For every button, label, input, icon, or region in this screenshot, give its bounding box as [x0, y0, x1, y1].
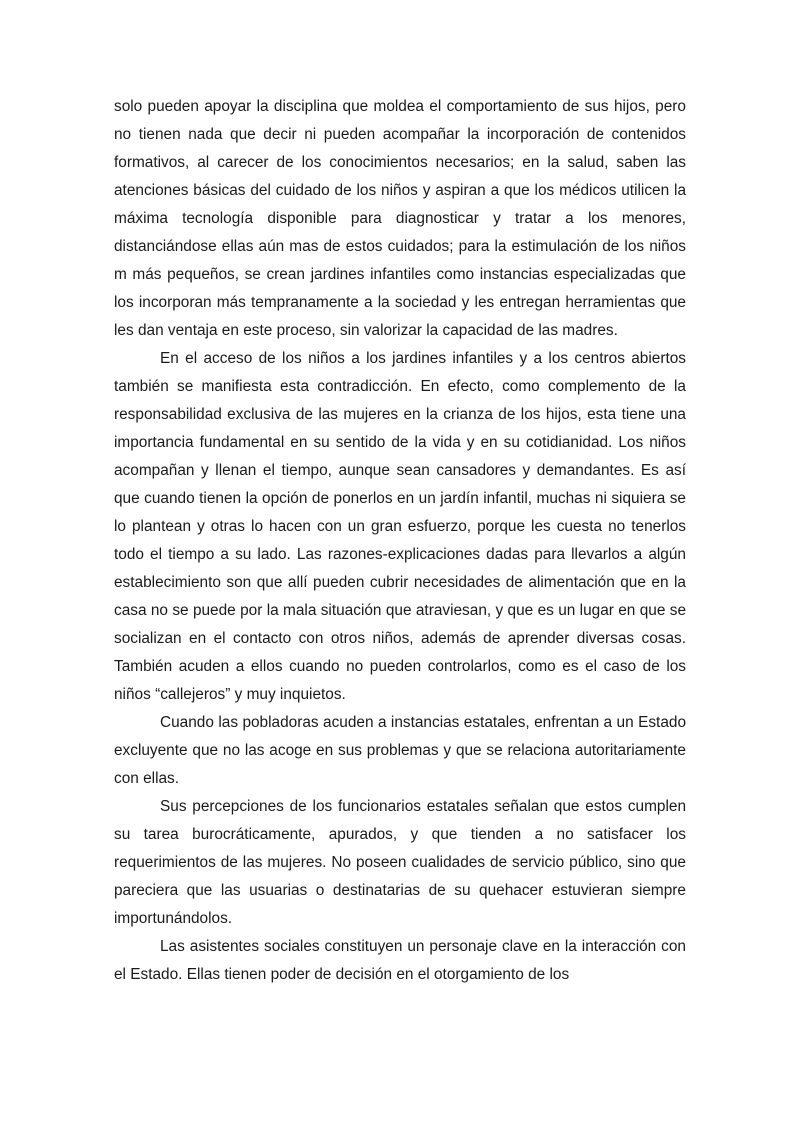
paragraph-funcionarios: Sus percepciones de los funcionarios estatales señalan que estos cumplen su tarea burocráticamente, apurados, y que tienden a no satisfacer los requerimientos de las mujeres. No poseen cualidades de servicio público, sino que pareciera que las usuarias o destinatarias de su quehacer estuvieran siempre importunándolos. [114, 798, 686, 927]
paragraph-asistentes-sociales: Las asistentes sociales constituyen un personaje clave en la interacción con el Estado. Ellas tienen poder de decisión en el otorgamiento de los [114, 938, 686, 983]
document-page [114, 93, 686, 989]
paragraph-continuation: solo pueden apoyar la disciplina que moldea el comportamiento de sus hijos, pero no tienen nada que decir ni pueden acompañar la incorporación de contenidos formativos, al carecer de los conocimientos necesarios; en la salud, saben las atenciones básicas del cuidado de los niños y aspiran a que los médicos utilicen la máxima tecnología disponible para diagnosticar y tratar a los menores, distanciándose ellas aún mas de estos cuidados; para la estimulación de los niños m más pequeños, se crean jardines infantiles como instancias especializadas que los incorporan más tempranamente a la sociedad y les entregan herramientas que les dan ventaja en este proceso, sin valorizar la capacidad de las madres. [114, 98, 686, 339]
paragraph-estado-excluyente: Cuando las pobladoras acuden a instancias estatales, enfrentan a un Estado excluyente que no las acoge en sus problemas y que se relaciona autoritariamente con ellas. [114, 714, 686, 787]
paragraph-jardines-infantiles: En el acceso de los niños a los jardines infantiles y a los centros abiertos también se manifiesta esta contradicción. En efecto, como complemento de la responsabilidad exclusiva de las mujeres en la crianza de los hijos, esta tiene una importancia fundamental en su sentido de la vida y en su cotidianidad. Los niños acompañan y llenan el tiempo, aunque sean cansadores y demandantes. Es así que cuando tienen la opción de ponerlos en un jardín infantil, muchas ni siquiera se lo plantean y otras lo hacen con un gran esfuerzo, porque les cuesta no tenerlos todo el tiempo a su lado. Las razones-explicaciones dadas para llevarlos a algún establecimiento son que allí pueden cubrir necesidades de alimentación que en la casa no se puede por la mala situación que atraviesan, y que es un lugar en que se socializan en el contacto con otros niños, además de aprender diversas cosas. También acuden a ellos cuando no pueden controlarlos, como es el caso de los niños “callejeros” y muy inquietos. [114, 350, 686, 703]
